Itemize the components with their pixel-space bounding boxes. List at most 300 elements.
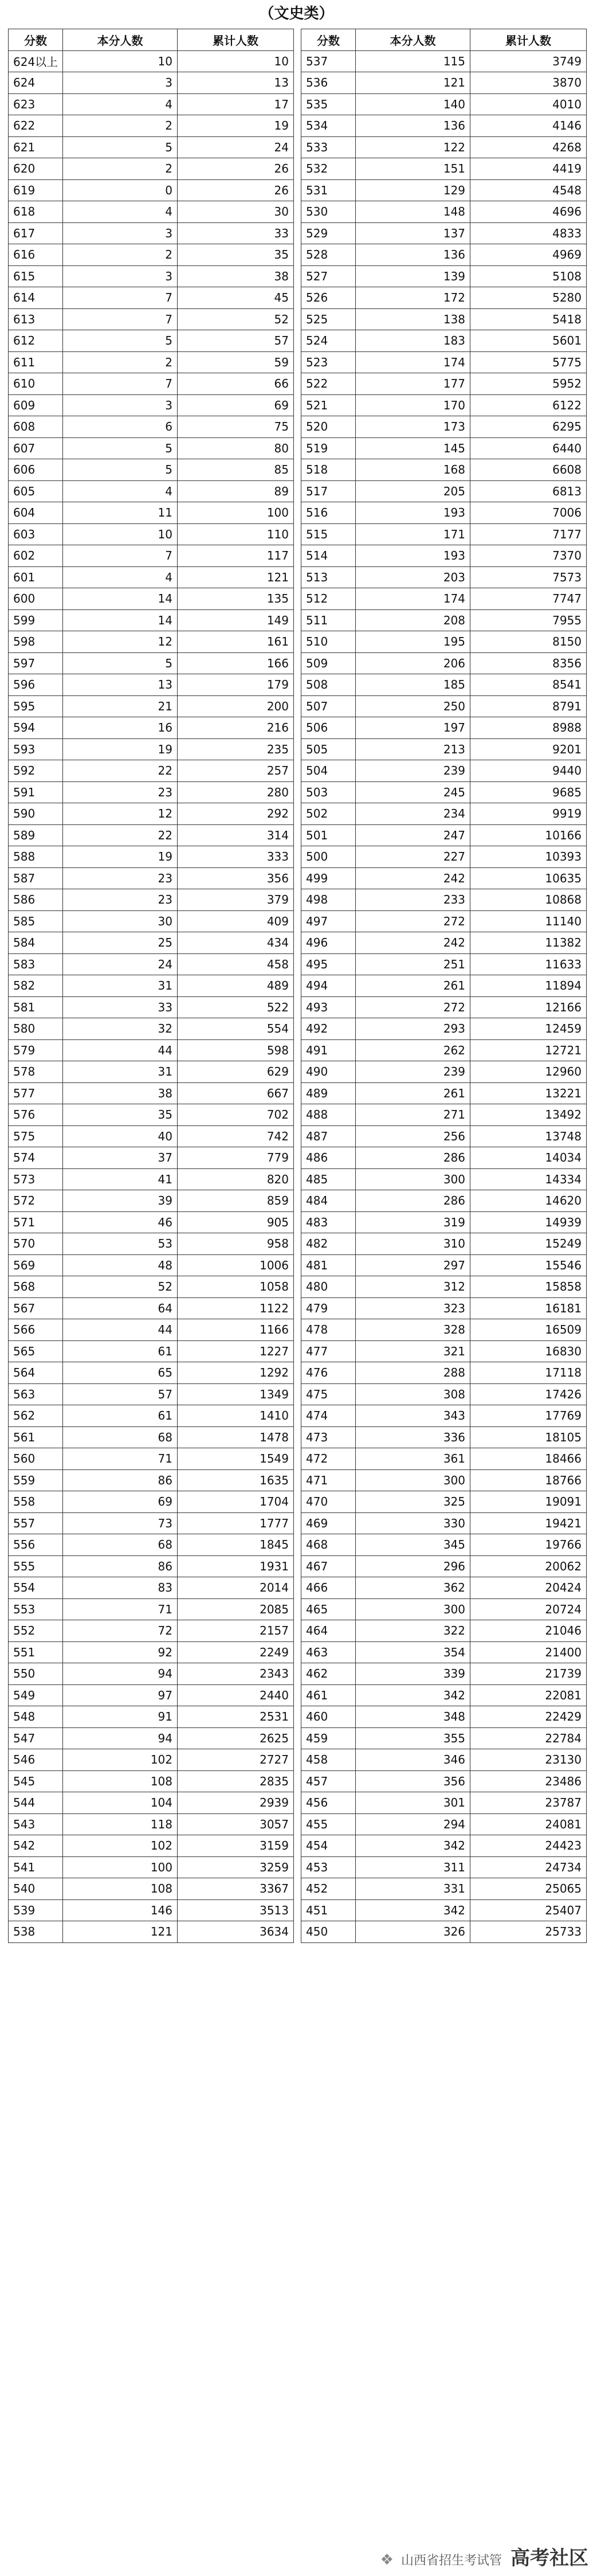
- cell-count: 3: [63, 72, 178, 94]
- table-header-row: [9, 29, 294, 51]
- cell-score: 453: [301, 1856, 356, 1878]
- cell-count: 205: [356, 480, 470, 502]
- cell-count: 73: [63, 1512, 178, 1534]
- cell-score: 609: [9, 394, 63, 416]
- cell-cumulative: 2531: [178, 1706, 294, 1728]
- cell-score: 601: [9, 566, 63, 588]
- cell-cumulative: 5775: [470, 351, 587, 373]
- table-row: [301, 502, 587, 524]
- cell-score: 481: [301, 1254, 356, 1276]
- table-row: [9, 394, 294, 416]
- cell-count: 195: [356, 631, 470, 653]
- cell-cumulative: 7573: [470, 566, 587, 588]
- table-row: [9, 308, 294, 330]
- cell-count: 256: [356, 1125, 470, 1147]
- cell-cumulative: 2014: [178, 1577, 294, 1599]
- cell-count: 3: [63, 265, 178, 287]
- cell-count: 7: [63, 373, 178, 395]
- table-row: [9, 1018, 294, 1040]
- cell-score: 507: [301, 695, 356, 717]
- cell-count: 262: [356, 1039, 470, 1061]
- table-row: [9, 953, 294, 975]
- table-row: [9, 287, 294, 309]
- cell-cumulative: 22429: [470, 1706, 587, 1728]
- cell-count: 104: [63, 1792, 178, 1814]
- cell-count: 311: [356, 1856, 470, 1878]
- header-score: 分数: [301, 29, 356, 51]
- cell-cumulative: 14939: [470, 1211, 587, 1233]
- cell-cumulative: 59: [178, 351, 294, 373]
- cell-score: 613: [9, 308, 63, 330]
- cell-score: 491: [301, 1039, 356, 1061]
- cell-score: 501: [301, 824, 356, 846]
- cell-score: 538: [9, 1921, 63, 1943]
- cell-count: 348: [356, 1706, 470, 1728]
- table-row: [301, 201, 587, 223]
- cell-count: 30: [63, 910, 178, 932]
- cell-cumulative: 13: [178, 72, 294, 94]
- table-row: [301, 459, 587, 481]
- cell-score: 495: [301, 953, 356, 975]
- table-row: [301, 674, 587, 696]
- cell-count: 71: [63, 1598, 178, 1620]
- cell-count: 39: [63, 1190, 178, 1212]
- cell-count: 251: [356, 953, 470, 975]
- cell-score: 584: [9, 932, 63, 954]
- cell-count: 24: [63, 953, 178, 975]
- cell-score: 503: [301, 781, 356, 803]
- cell-cumulative: 314: [178, 824, 294, 846]
- cell-cumulative: 30: [178, 201, 294, 223]
- table-row: [301, 631, 587, 653]
- cell-count: 173: [356, 416, 470, 438]
- cell-score: 463: [301, 1641, 356, 1663]
- cell-cumulative: 17769: [470, 1405, 587, 1427]
- cell-count: 23: [63, 781, 178, 803]
- cell-count: 64: [63, 1297, 178, 1319]
- table-row: [9, 1598, 294, 1620]
- cell-score: 562: [9, 1405, 63, 1427]
- cell-cumulative: 25065: [470, 1878, 587, 1900]
- cell-cumulative: 20062: [470, 1555, 587, 1577]
- cell-score: 581: [9, 996, 63, 1018]
- cell-count: 245: [356, 781, 470, 803]
- table-row: [9, 1168, 294, 1190]
- cell-cumulative: 52: [178, 308, 294, 330]
- cell-cumulative: 1166: [178, 1319, 294, 1341]
- cell-count: 129: [356, 179, 470, 201]
- cell-cumulative: 23130: [470, 1749, 587, 1771]
- table-row: [301, 1297, 587, 1319]
- cell-cumulative: 45: [178, 287, 294, 309]
- cell-score: 550: [9, 1663, 63, 1685]
- cell-count: 272: [356, 996, 470, 1018]
- table-row: [9, 115, 294, 137]
- cell-cumulative: 458: [178, 953, 294, 975]
- cell-cumulative: 2249: [178, 1641, 294, 1663]
- table-row: [301, 222, 587, 244]
- cell-count: 22: [63, 824, 178, 846]
- cell-score: 487: [301, 1125, 356, 1147]
- cell-count: 2: [63, 351, 178, 373]
- cell-count: 10: [63, 523, 178, 545]
- table-row: [301, 351, 587, 373]
- table-row: [9, 1254, 294, 1276]
- table-row: [301, 1168, 587, 1190]
- table-row: [301, 1598, 587, 1620]
- cell-cumulative: 5952: [470, 373, 587, 395]
- cell-count: 286: [356, 1147, 470, 1169]
- cell-score: 556: [9, 1534, 63, 1556]
- cell-cumulative: 85: [178, 459, 294, 481]
- cell-cumulative: 3057: [178, 1813, 294, 1835]
- cell-count: 139: [356, 265, 470, 287]
- table-row: [301, 1254, 587, 1276]
- header-cumulative: 累计人数: [178, 29, 294, 51]
- cell-cumulative: 16830: [470, 1340, 587, 1362]
- table-row: [9, 1512, 294, 1534]
- table-row: [301, 738, 587, 760]
- table-row: [301, 416, 587, 438]
- cell-score: 472: [301, 1448, 356, 1470]
- cell-count: 312: [356, 1276, 470, 1298]
- table-row: [301, 1749, 587, 1771]
- table-row: [9, 437, 294, 459]
- cell-cumulative: 2835: [178, 1770, 294, 1792]
- cell-score: 546: [9, 1749, 63, 1771]
- cell-cumulative: 22784: [470, 1727, 587, 1749]
- cell-cumulative: 179: [178, 674, 294, 696]
- table-row: [301, 781, 587, 803]
- cell-cumulative: 280: [178, 781, 294, 803]
- cell-count: 92: [63, 1641, 178, 1663]
- table-row: [301, 1082, 587, 1104]
- cell-cumulative: 17426: [470, 1383, 587, 1405]
- cell-count: 10: [63, 50, 178, 72]
- cell-cumulative: 21400: [470, 1641, 587, 1663]
- cell-score: 508: [301, 674, 356, 696]
- table-row: [9, 93, 294, 115]
- table-row: [301, 265, 587, 287]
- table-row: [301, 1039, 587, 1061]
- cell-count: 294: [356, 1813, 470, 1835]
- table-row: [301, 136, 587, 158]
- cell-cumulative: 859: [178, 1190, 294, 1212]
- cell-count: 174: [356, 588, 470, 610]
- cell-count: 48: [63, 1254, 178, 1276]
- cell-score: 566: [9, 1319, 63, 1341]
- cell-cumulative: 69: [178, 394, 294, 416]
- table-row: [9, 351, 294, 373]
- table-row: [301, 1383, 587, 1405]
- cell-cumulative: 2343: [178, 1663, 294, 1685]
- cell-count: 7: [63, 308, 178, 330]
- table-row: [301, 824, 587, 846]
- cell-score: 464: [301, 1620, 356, 1642]
- cell-count: 272: [356, 910, 470, 932]
- cell-score: 518: [301, 459, 356, 481]
- cell-score: 575: [9, 1125, 63, 1147]
- cell-count: 146: [63, 1899, 178, 1921]
- table-row: [301, 609, 587, 631]
- cell-score: 452: [301, 1878, 356, 1900]
- cell-cumulative: 26: [178, 158, 294, 180]
- cell-score: 561: [9, 1426, 63, 1448]
- cell-cumulative: 9440: [470, 760, 587, 782]
- table-row: [9, 1190, 294, 1212]
- cell-cumulative: 1410: [178, 1405, 294, 1427]
- table-row: [9, 1663, 294, 1685]
- cell-cumulative: 13221: [470, 1082, 587, 1104]
- cell-score: 542: [9, 1835, 63, 1857]
- cell-count: 4: [63, 93, 178, 115]
- cell-count: 12: [63, 803, 178, 825]
- cell-count: 108: [63, 1878, 178, 1900]
- cell-score: 482: [301, 1233, 356, 1255]
- cell-score: 614: [9, 287, 63, 309]
- cell-cumulative: 333: [178, 846, 294, 868]
- cell-cumulative: 216: [178, 717, 294, 739]
- cell-score: 571: [9, 1211, 63, 1233]
- cell-count: 326: [356, 1921, 470, 1943]
- cell-cumulative: 4969: [470, 244, 587, 266]
- cell-count: 102: [63, 1835, 178, 1857]
- cell-cumulative: 10393: [470, 846, 587, 868]
- table-row: [301, 1684, 587, 1706]
- watermark-brand: 高考社区: [510, 2547, 588, 2570]
- table-row: [301, 910, 587, 932]
- cell-score: 458: [301, 1749, 356, 1771]
- cell-score: 579: [9, 1039, 63, 1061]
- table-row: [301, 588, 587, 610]
- cell-count: 185: [356, 674, 470, 696]
- cell-count: 91: [63, 1706, 178, 1728]
- cell-score: 620: [9, 158, 63, 180]
- cell-score: 514: [301, 545, 356, 567]
- cell-count: 5: [63, 136, 178, 158]
- cell-count: 138: [356, 308, 470, 330]
- cell-count: 171: [356, 523, 470, 545]
- cell-count: 23: [63, 867, 178, 889]
- cell-score: 509: [301, 652, 356, 674]
- table-row: [301, 1512, 587, 1534]
- cell-cumulative: 7370: [470, 545, 587, 567]
- cell-count: 61: [63, 1405, 178, 1427]
- cell-cumulative: 4146: [470, 115, 587, 137]
- table-row: [9, 1125, 294, 1147]
- table-row: [9, 588, 294, 610]
- cell-count: 41: [63, 1168, 178, 1190]
- cell-cumulative: 10635: [470, 867, 587, 889]
- header-count: 本分人数: [356, 29, 470, 51]
- cell-count: 97: [63, 1684, 178, 1706]
- cell-score: 583: [9, 953, 63, 975]
- cell-cumulative: 15858: [470, 1276, 587, 1298]
- cell-count: 4: [63, 201, 178, 223]
- cell-score: 527: [301, 265, 356, 287]
- table-row: [9, 824, 294, 846]
- cell-cumulative: 629: [178, 1061, 294, 1083]
- table-row: [301, 115, 587, 137]
- table-row: [9, 1276, 294, 1298]
- cell-cumulative: 8988: [470, 717, 587, 739]
- table-row: [301, 1620, 587, 1642]
- cell-score: 565: [9, 1340, 63, 1362]
- table-row: [301, 1190, 587, 1212]
- cell-count: 68: [63, 1426, 178, 1448]
- table-row: [301, 760, 587, 782]
- cell-score: 500: [301, 846, 356, 868]
- cell-count: 13: [63, 674, 178, 696]
- table-row: [9, 1770, 294, 1792]
- cell-score: 580: [9, 1018, 63, 1040]
- cell-cumulative: 12459: [470, 1018, 587, 1040]
- cell-score: 473: [301, 1426, 356, 1448]
- table-row: [9, 781, 294, 803]
- cell-score: 602: [9, 545, 63, 567]
- table-row: [9, 975, 294, 997]
- cell-count: 40: [63, 1125, 178, 1147]
- cell-score: 615: [9, 265, 63, 287]
- table-row: [9, 136, 294, 158]
- cell-score: 589: [9, 824, 63, 846]
- cell-score: 578: [9, 1061, 63, 1083]
- cell-count: 148: [356, 201, 470, 223]
- cell-cumulative: 7006: [470, 502, 587, 524]
- cell-cumulative: 11382: [470, 932, 587, 954]
- cell-score: 513: [301, 566, 356, 588]
- cell-score: 558: [9, 1491, 63, 1513]
- cell-count: 331: [356, 1878, 470, 1900]
- cell-count: 345: [356, 1534, 470, 1556]
- table-row: [9, 1555, 294, 1577]
- cell-cumulative: 1704: [178, 1491, 294, 1513]
- table-row: [9, 1211, 294, 1233]
- cell-count: 3: [63, 394, 178, 416]
- cell-cumulative: 1227: [178, 1340, 294, 1362]
- cell-score: 532: [301, 158, 356, 180]
- table-row: [301, 1491, 587, 1513]
- table-row: [301, 1147, 587, 1169]
- table-row: [301, 1426, 587, 1448]
- cell-score: 476: [301, 1362, 356, 1384]
- cell-cumulative: 3159: [178, 1835, 294, 1857]
- cell-cumulative: 89: [178, 480, 294, 502]
- cell-score: 549: [9, 1684, 63, 1706]
- cell-score: 485: [301, 1168, 356, 1190]
- cell-score: 520: [301, 416, 356, 438]
- cell-cumulative: 820: [178, 1168, 294, 1190]
- table-row: [301, 867, 587, 889]
- table-row: [9, 1706, 294, 1728]
- cell-score: 517: [301, 480, 356, 502]
- watermark: [380, 2546, 588, 2571]
- cell-count: 193: [356, 545, 470, 567]
- cell-cumulative: 17: [178, 93, 294, 115]
- cell-count: 356: [356, 1770, 470, 1792]
- cell-count: 102: [63, 1749, 178, 1771]
- cell-cumulative: 80: [178, 437, 294, 459]
- cell-score: 511: [301, 609, 356, 631]
- table-row: [9, 1233, 294, 1255]
- cell-cumulative: 4833: [470, 222, 587, 244]
- table-row: [301, 1405, 587, 1427]
- cell-cumulative: 10166: [470, 824, 587, 846]
- cell-count: 177: [356, 373, 470, 395]
- cell-count: 14: [63, 609, 178, 631]
- cell-cumulative: 779: [178, 1147, 294, 1169]
- table-row: [301, 1577, 587, 1599]
- cell-score: 582: [9, 975, 63, 997]
- table-row: [9, 652, 294, 674]
- cell-count: 271: [356, 1104, 470, 1126]
- cell-count: 296: [356, 1555, 470, 1577]
- cell-count: 2: [63, 158, 178, 180]
- cell-count: 227: [356, 846, 470, 868]
- cell-score: 468: [301, 1534, 356, 1556]
- cell-cumulative: 4010: [470, 93, 587, 115]
- table-row: [301, 1534, 587, 1556]
- cell-count: 12: [63, 631, 178, 653]
- cell-cumulative: 23787: [470, 1792, 587, 1814]
- header-cumulative: 累计人数: [470, 29, 587, 51]
- watermark-account: 山西省招生考试管: [400, 2554, 502, 2568]
- cell-count: 115: [356, 50, 470, 72]
- table-row: [9, 201, 294, 223]
- cell-score: 530: [301, 201, 356, 223]
- cell-cumulative: 10868: [470, 889, 587, 911]
- cell-score: 455: [301, 1813, 356, 1835]
- cell-score: 595: [9, 695, 63, 717]
- cell-cumulative: 135: [178, 588, 294, 610]
- cell-score: 490: [301, 1061, 356, 1083]
- cell-count: 37: [63, 1147, 178, 1169]
- cell-score: 451: [301, 1899, 356, 1921]
- table-row: [9, 502, 294, 524]
- cell-score: 597: [9, 652, 63, 674]
- cell-count: 339: [356, 1663, 470, 1685]
- table-row: [9, 609, 294, 631]
- cell-cumulative: 8150: [470, 631, 587, 653]
- table-row: [9, 1147, 294, 1169]
- header-score: 分数: [9, 29, 63, 51]
- cell-count: 16: [63, 717, 178, 739]
- cell-count: 46: [63, 1211, 178, 1233]
- cell-score: 526: [301, 287, 356, 309]
- cell-cumulative: 11633: [470, 953, 587, 975]
- cell-cumulative: 75: [178, 416, 294, 438]
- table-row: [301, 695, 587, 717]
- cell-score: 499: [301, 867, 356, 889]
- cell-cumulative: 3367: [178, 1878, 294, 1900]
- table-row: [301, 1469, 587, 1491]
- cell-count: 86: [63, 1555, 178, 1577]
- table-row: [301, 803, 587, 825]
- cell-cumulative: 14034: [470, 1147, 587, 1169]
- cell-score: 557: [9, 1512, 63, 1534]
- table-row: [301, 953, 587, 975]
- cell-cumulative: 6813: [470, 480, 587, 502]
- cell-cumulative: 19: [178, 115, 294, 137]
- table-row: [9, 1899, 294, 1921]
- table-row: [301, 1835, 587, 1857]
- cell-score: 474: [301, 1405, 356, 1427]
- cell-cumulative: 149: [178, 609, 294, 631]
- cell-count: 121: [63, 1921, 178, 1943]
- cell-cumulative: 2727: [178, 1749, 294, 1771]
- cell-cumulative: 1349: [178, 1383, 294, 1405]
- cell-count: 343: [356, 1405, 470, 1427]
